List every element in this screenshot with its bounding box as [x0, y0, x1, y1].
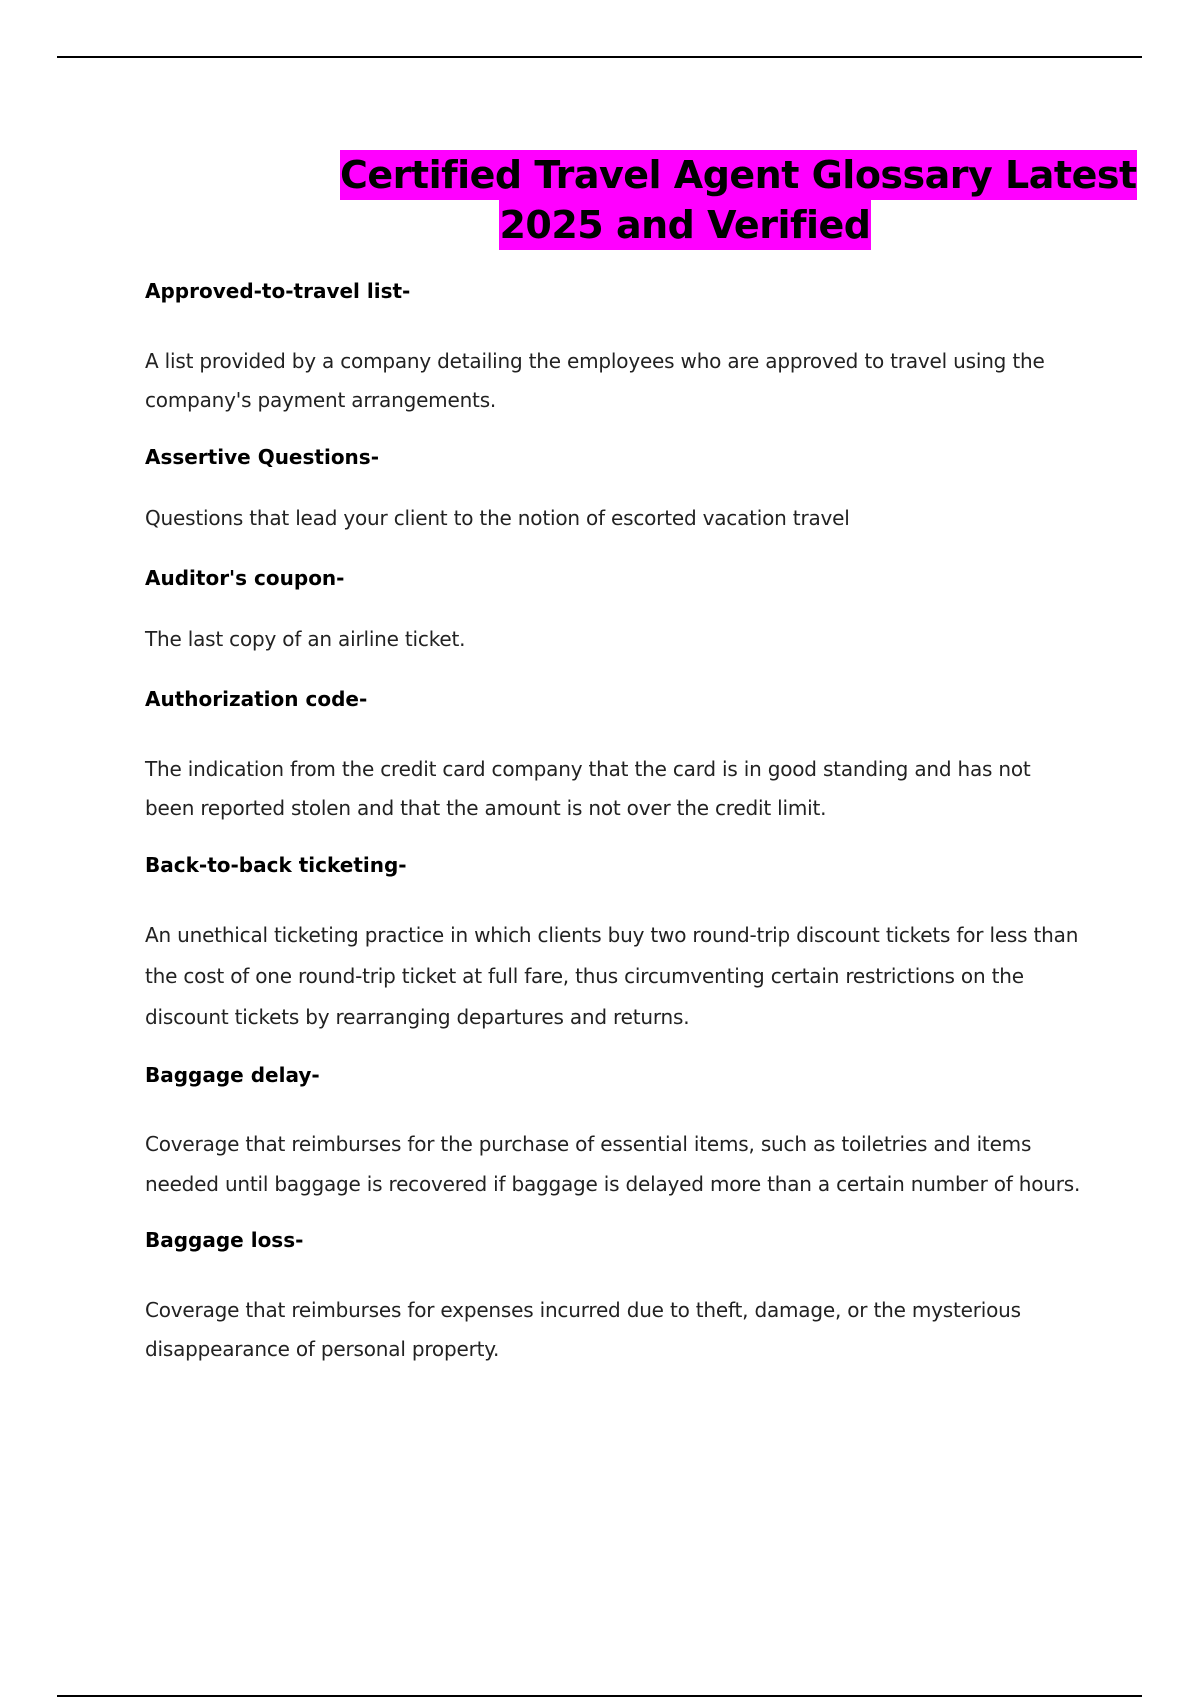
title-line-2: 2025 and Verified [499, 200, 870, 250]
top-rule [57, 56, 1142, 58]
bottom-rule [57, 1695, 1142, 1697]
glossary-definition: The indication from the credit card company that the card is in good standing and has not been reported stolen and that the amount is not over the credit limit. [145, 757, 1031, 820]
page-title [340, 150, 1137, 250]
glossary-definition: A list provided by a company detailing the employees who are approved to travel using the company's payment arrangements. [145, 349, 1045, 412]
glossary-definition: Coverage that reimburses for expenses incurred due to theft, damage, or the mysterious disappearance of personal property. [145, 1298, 1021, 1361]
glossary-definition: An unethical ticketing practice in which clients buy two round-trip discount tickets for less than the cost of one round-trip ticket at full fare, thus circumventing certain restrictions on the discount tickets by rearranging departures and returns. [145, 923, 1079, 1029]
glossary-term: Approved-to-travel list- [145, 279, 411, 303]
glossary-definition: The last copy of an airline ticket. [145, 627, 466, 651]
glossary-definition: Coverage that reimburses for the purchase of essential items, such as toiletries and items needed until baggage is recovered if baggage is delayed more than a certain number of hours. [145, 1132, 1081, 1196]
glossary-term: Baggage loss- [145, 1228, 304, 1252]
glossary-term: Auditor's coupon- [145, 566, 345, 590]
glossary-term: Back-to-back ticketing- [145, 853, 407, 877]
glossary-term: Baggage delay- [145, 1063, 320, 1087]
glossary-term: Authorization code- [145, 687, 368, 711]
glossary-term: Assertive Questions- [145, 445, 380, 469]
title-line-1: Certified Travel Agent Glossary Latest [340, 150, 1137, 200]
glossary-definition: Questions that lead your client to the notion of escorted vacation travel [145, 506, 850, 530]
